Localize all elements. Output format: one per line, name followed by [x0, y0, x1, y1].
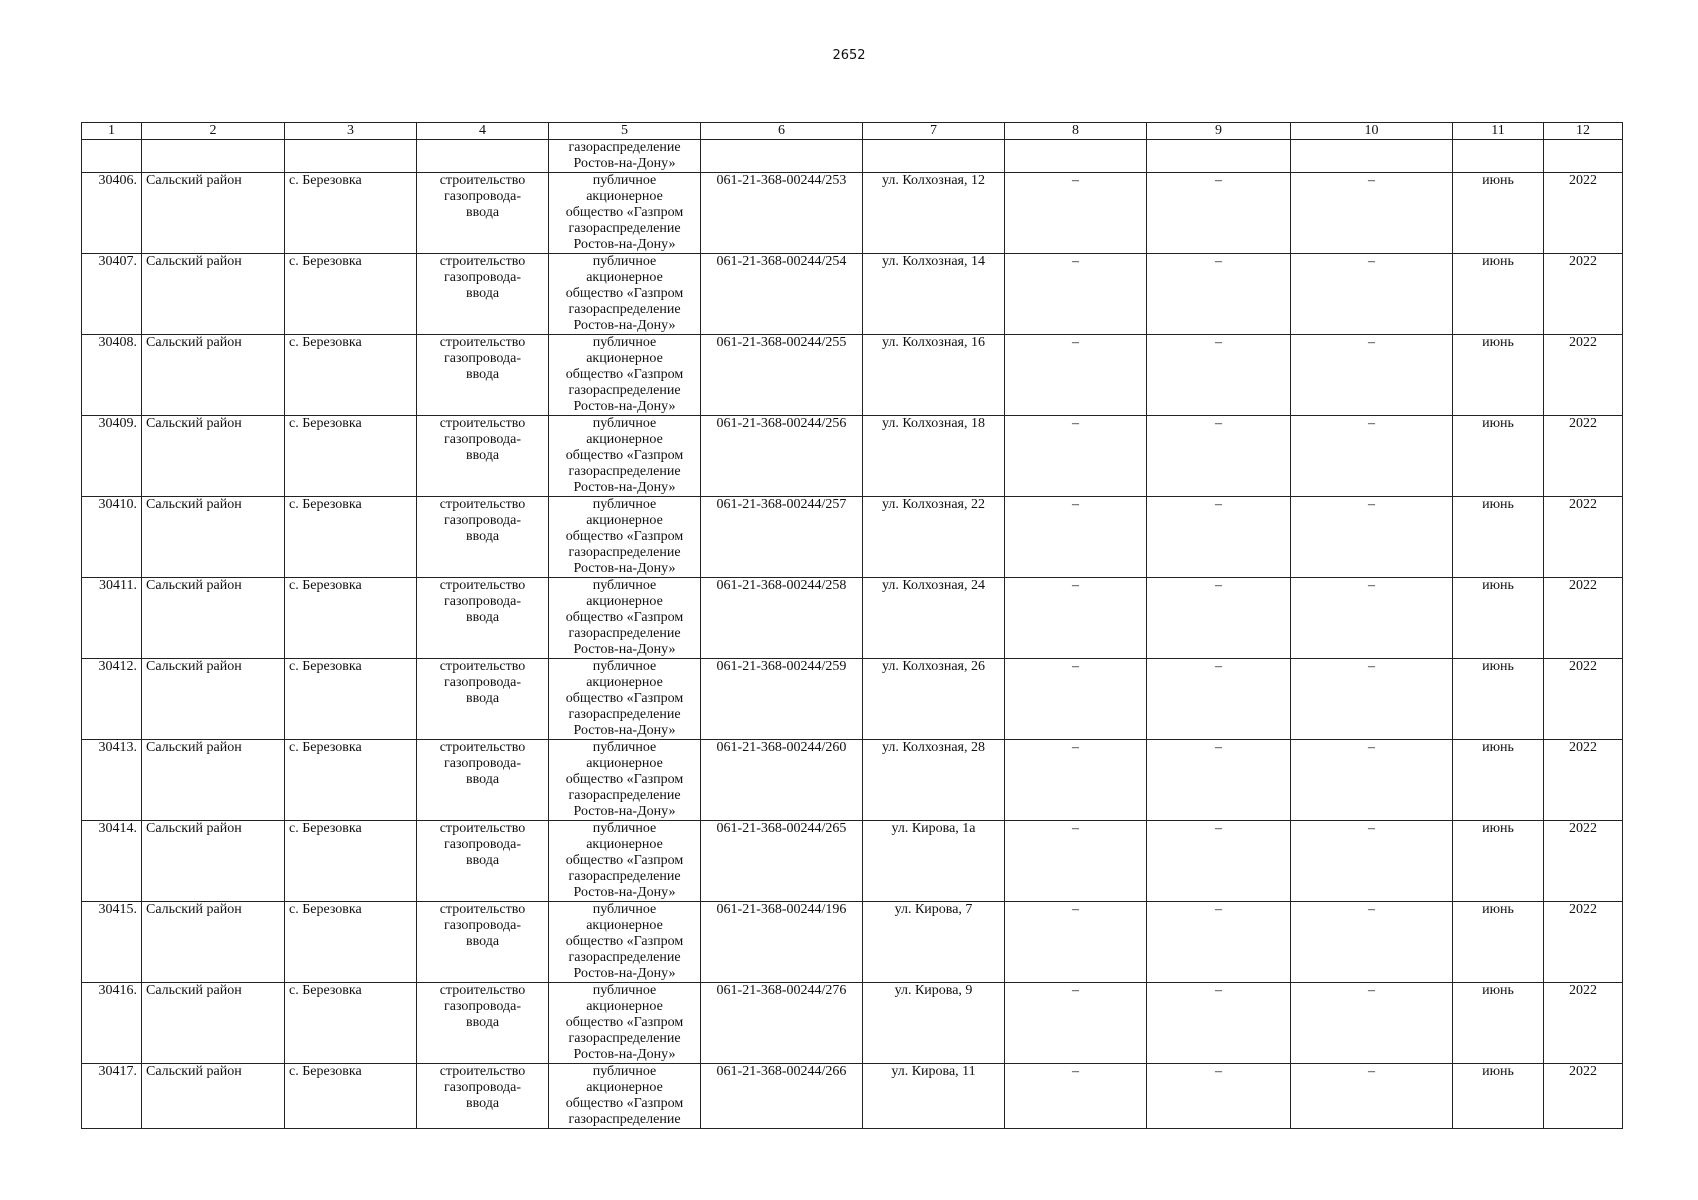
cell-code: 061-21-368-00244/260 [701, 740, 863, 821]
work-line: газопровода- [443, 513, 521, 528]
cell-locality: с. Березовка [285, 578, 417, 659]
cell-address: ул. Колхозная, 16 [863, 335, 1005, 416]
work-line: строительство [439, 173, 526, 188]
cell-locality: с. Березовка [285, 902, 417, 983]
cell-num: 30412. [82, 659, 142, 740]
cell-num: 30406. [82, 173, 142, 254]
cell-work [417, 140, 549, 173]
cell-address: ул. Колхозная, 14 [863, 254, 1005, 335]
cell-work [417, 1064, 549, 1129]
cell-num: 30414. [82, 821, 142, 902]
cell-col8: – [1005, 578, 1147, 659]
work-line: ввода [465, 286, 500, 301]
cell-month: июнь [1453, 821, 1544, 902]
cell-code [701, 140, 863, 173]
cell-code: 061-21-368-00244/257 [701, 497, 863, 578]
cell-organization [549, 1064, 701, 1129]
cell-num [82, 140, 142, 173]
cell-work [417, 983, 549, 1064]
table-row [82, 659, 1623, 740]
work-line: строительство [439, 578, 526, 593]
work-line: строительство [439, 254, 526, 269]
org-line: акционерное [586, 999, 663, 1014]
continuation-row [82, 140, 1623, 173]
cell-year: 2022 [1544, 173, 1623, 254]
cell-work [417, 902, 549, 983]
cell-col10: – [1291, 983, 1453, 1064]
work-line: ввода [465, 1096, 500, 1111]
cell-code: 061-21-368-00244/276 [701, 983, 863, 1064]
cell-locality: с. Березовка [285, 335, 417, 416]
cell-year [1544, 140, 1623, 173]
org-line: публичное [592, 983, 657, 998]
cell-col9: – [1147, 821, 1291, 902]
cell-organization [549, 173, 701, 254]
cell-num: 30413. [82, 740, 142, 821]
work-line: газопровода- [443, 675, 521, 690]
work-line: газопровода- [443, 270, 521, 285]
column-header-5: 5 [549, 123, 701, 140]
cell-col9: – [1147, 983, 1291, 1064]
cell-month: июнь [1453, 335, 1544, 416]
org-line: публичное [592, 902, 657, 917]
org-line: газораспределение [568, 1112, 681, 1127]
cell-locality: с. Березовка [285, 254, 417, 335]
table-row [82, 821, 1623, 902]
cell-locality: с. Березовка [285, 497, 417, 578]
cell-year: 2022 [1544, 497, 1623, 578]
column-header-4: 4 [417, 123, 549, 140]
cell-organization [549, 335, 701, 416]
work-line: строительство [439, 902, 526, 917]
org-line: газораспределение [568, 707, 681, 722]
org-line: общество «Газпром [565, 286, 684, 301]
org-line: общество «Газпром [565, 691, 684, 706]
org-line: Ростов-на-Дону» [573, 804, 676, 819]
org-line: публичное [592, 821, 657, 836]
cell-month: июнь [1453, 173, 1544, 254]
column-header-9: 9 [1147, 123, 1291, 140]
org-line: акционерное [586, 189, 663, 204]
work-line: ввода [465, 934, 500, 949]
cell-district: Сальский район [142, 740, 285, 821]
work-line: газопровода- [443, 837, 521, 852]
table-row [82, 1064, 1623, 1129]
org-line: общество «Газпром [565, 529, 684, 544]
work-line: строительство [439, 983, 526, 998]
cell-col10: – [1291, 902, 1453, 983]
org-line: Ростов-на-Дону» [573, 1047, 676, 1062]
cell-col10: – [1291, 497, 1453, 578]
cell-organization [549, 659, 701, 740]
cell-district: Сальский район [142, 497, 285, 578]
cell-year: 2022 [1544, 740, 1623, 821]
org-line: публичное [592, 740, 657, 755]
column-header-12: 12 [1544, 123, 1623, 140]
column-header-8: 8 [1005, 123, 1147, 140]
work-line: ввода [465, 1015, 500, 1030]
cell-month: июнь [1453, 416, 1544, 497]
org-line: публичное [592, 1064, 657, 1079]
table-row [82, 416, 1623, 497]
work-line: ввода [465, 610, 500, 625]
cell-col8: – [1005, 335, 1147, 416]
cell-address: ул. Колхозная, 24 [863, 578, 1005, 659]
cell-address: ул. Кирова, 11 [863, 1064, 1005, 1129]
org-line: Ростов-на-Дону» [573, 885, 676, 900]
cell-col8 [1005, 140, 1147, 173]
cell-col9: – [1147, 416, 1291, 497]
table-row [82, 578, 1623, 659]
table-body [82, 140, 1623, 1129]
cell-work [417, 740, 549, 821]
cell-col8: – [1005, 821, 1147, 902]
page-number: 2652 [832, 48, 866, 63]
work-line: газопровода- [443, 351, 521, 366]
org-line: публичное [592, 578, 657, 593]
cell-col10: – [1291, 1064, 1453, 1129]
cell-organization [549, 902, 701, 983]
work-line: газопровода- [443, 1080, 521, 1095]
column-number-row [82, 123, 1623, 140]
cell-district: Сальский район [142, 902, 285, 983]
cell-num: 30417. [82, 1064, 142, 1129]
cell-locality: с. Березовка [285, 659, 417, 740]
table-row [82, 902, 1623, 983]
cell-locality: с. Березовка [285, 1064, 417, 1129]
work-line: ввода [465, 691, 500, 706]
work-line: газопровода- [443, 999, 521, 1014]
cell-district: Сальский район [142, 335, 285, 416]
cell-month: июнь [1453, 740, 1544, 821]
cell-month: июнь [1453, 983, 1544, 1064]
cell-address: ул. Кирова, 1а [863, 821, 1005, 902]
org-line: Ростов-на-Дону» [573, 156, 676, 171]
work-line: строительство [439, 1064, 526, 1079]
cell-col8: – [1005, 173, 1147, 254]
work-line: газопровода- [443, 189, 521, 204]
cell-district: Сальский район [142, 254, 285, 335]
cell-col9: – [1147, 740, 1291, 821]
org-line: Ростов-на-Дону» [573, 723, 676, 738]
org-line: публичное [592, 416, 657, 431]
work-line: строительство [439, 497, 526, 512]
cell-num: 30410. [82, 497, 142, 578]
cell-organization [549, 983, 701, 1064]
cell-year: 2022 [1544, 902, 1623, 983]
cell-col8: – [1005, 902, 1147, 983]
cell-address [863, 140, 1005, 173]
org-line: газораспределение [568, 221, 681, 236]
org-line: акционерное [586, 432, 663, 447]
cell-col9: – [1147, 173, 1291, 254]
work-line: ввода [465, 367, 500, 382]
cell-col10: – [1291, 254, 1453, 335]
work-line: газопровода- [443, 594, 521, 609]
cell-col8: – [1005, 497, 1147, 578]
cell-col10: – [1291, 821, 1453, 902]
cell-organization [549, 254, 701, 335]
cell-address: ул. Кирова, 9 [863, 983, 1005, 1064]
cell-organization [549, 740, 701, 821]
org-line: акционерное [586, 756, 663, 771]
cell-num: 30415. [82, 902, 142, 983]
table-row [82, 497, 1623, 578]
column-header-7: 7 [863, 123, 1005, 140]
cell-work [417, 416, 549, 497]
work-line: строительство [439, 740, 526, 755]
cell-num: 30411. [82, 578, 142, 659]
org-line: акционерное [586, 675, 663, 690]
cell-year: 2022 [1544, 659, 1623, 740]
cell-col9 [1147, 140, 1291, 173]
org-line: газораспределение [568, 950, 681, 965]
org-line: общество «Газпром [565, 610, 684, 625]
work-line: строительство [439, 416, 526, 431]
org-line: общество «Газпром [565, 934, 684, 949]
cell-col8: – [1005, 1064, 1147, 1129]
work-line: ввода [465, 853, 500, 868]
org-line: Ростов-на-Дону» [573, 561, 676, 576]
cell-year: 2022 [1544, 416, 1623, 497]
cell-col8: – [1005, 983, 1147, 1064]
work-line: ввода [465, 529, 500, 544]
cell-organization [549, 140, 701, 173]
org-line: общество «Газпром [565, 1096, 684, 1111]
cell-address: ул. Колхозная, 22 [863, 497, 1005, 578]
cell-locality: с. Березовка [285, 416, 417, 497]
cell-col10 [1291, 140, 1453, 173]
cell-code: 061-21-368-00244/253 [701, 173, 863, 254]
org-line: акционерное [586, 594, 663, 609]
cell-work [417, 821, 549, 902]
cell-work [417, 254, 549, 335]
org-line: газораспределение [568, 545, 681, 560]
cell-col8: – [1005, 659, 1147, 740]
cell-year: 2022 [1544, 335, 1623, 416]
cell-organization [549, 497, 701, 578]
cell-district: Сальский район [142, 1064, 285, 1129]
cell-col9: – [1147, 497, 1291, 578]
cell-locality [285, 140, 417, 173]
cell-year: 2022 [1544, 578, 1623, 659]
cell-num: 30408. [82, 335, 142, 416]
cell-district: Сальский район [142, 821, 285, 902]
cell-organization [549, 578, 701, 659]
cell-year: 2022 [1544, 821, 1623, 902]
org-line: общество «Газпром [565, 448, 684, 463]
org-line: Ростов-на-Дону» [573, 480, 676, 495]
work-line: строительство [439, 335, 526, 350]
cell-year: 2022 [1544, 254, 1623, 335]
cell-month: июнь [1453, 1064, 1544, 1129]
work-line: ввода [465, 448, 500, 463]
org-line: газораспределение [568, 140, 681, 155]
cell-locality: с. Березовка [285, 740, 417, 821]
org-line: акционерное [586, 270, 663, 285]
org-line: акционерное [586, 837, 663, 852]
cell-col9: – [1147, 659, 1291, 740]
cell-code: 061-21-368-00244/266 [701, 1064, 863, 1129]
cell-month: июнь [1453, 902, 1544, 983]
org-line: Ростов-на-Дону» [573, 966, 676, 981]
cell-month: июнь [1453, 578, 1544, 659]
cell-year: 2022 [1544, 1064, 1623, 1129]
cell-col10: – [1291, 173, 1453, 254]
cell-address: ул. Колхозная, 26 [863, 659, 1005, 740]
org-line: Ростов-на-Дону» [573, 399, 676, 414]
cell-col9: – [1147, 254, 1291, 335]
table-row [82, 983, 1623, 1064]
cell-col8: – [1005, 416, 1147, 497]
cell-num: 30416. [82, 983, 142, 1064]
cell-code: 061-21-368-00244/256 [701, 416, 863, 497]
work-line: строительство [439, 659, 526, 674]
cell-col10: – [1291, 578, 1453, 659]
org-line: газораспределение [568, 464, 681, 479]
org-line: публичное [592, 173, 657, 188]
org-line: газораспределение [568, 1031, 681, 1046]
org-line: газораспределение [568, 788, 681, 803]
work-line: ввода [465, 205, 500, 220]
cell-address: ул. Колхозная, 28 [863, 740, 1005, 821]
cell-code: 061-21-368-00244/255 [701, 335, 863, 416]
org-line: публичное [592, 335, 657, 350]
table-row [82, 173, 1623, 254]
cell-locality: с. Березовка [285, 983, 417, 1064]
cell-col9: – [1147, 335, 1291, 416]
org-line: общество «Газпром [565, 367, 684, 382]
cell-code: 061-21-368-00244/259 [701, 659, 863, 740]
cell-col10: – [1291, 740, 1453, 821]
cell-work [417, 659, 549, 740]
column-header-6: 6 [701, 123, 863, 140]
column-header-10: 10 [1291, 123, 1453, 140]
cell-address: ул. Кирова, 7 [863, 902, 1005, 983]
cell-col8: – [1005, 740, 1147, 821]
org-line: акционерное [586, 513, 663, 528]
cell-col9: – [1147, 902, 1291, 983]
cell-month: июнь [1453, 254, 1544, 335]
cell-district [142, 140, 285, 173]
org-line: газораспределение [568, 869, 681, 884]
cell-district: Сальский район [142, 173, 285, 254]
cell-month: июнь [1453, 497, 1544, 578]
cell-month: июнь [1453, 659, 1544, 740]
org-line: публичное [592, 254, 657, 269]
org-line: Ростов-на-Дону» [573, 318, 676, 333]
org-line: общество «Газпром [565, 1015, 684, 1030]
cell-work [417, 173, 549, 254]
table-row [82, 254, 1623, 335]
cell-month [1453, 140, 1544, 173]
work-line: газопровода- [443, 918, 521, 933]
cell-code: 061-21-368-00244/196 [701, 902, 863, 983]
cell-work [417, 497, 549, 578]
cell-col9: – [1147, 578, 1291, 659]
table-row [82, 740, 1623, 821]
column-header-3: 3 [285, 123, 417, 140]
cell-locality: с. Березовка [285, 173, 417, 254]
org-line: публичное [592, 659, 657, 674]
org-line: газораспределение [568, 626, 681, 641]
cell-district: Сальский район [142, 659, 285, 740]
org-line: газораспределение [568, 383, 681, 398]
cell-address: ул. Колхозная, 12 [863, 173, 1005, 254]
org-line: Ростов-на-Дону» [573, 642, 676, 657]
work-line: газопровода- [443, 432, 521, 447]
table-row [82, 335, 1623, 416]
cell-col10: – [1291, 659, 1453, 740]
cell-year: 2022 [1544, 983, 1623, 1064]
org-line: акционерное [586, 351, 663, 366]
org-line: акционерное [586, 918, 663, 933]
column-header-1: 1 [82, 123, 142, 140]
cell-organization [549, 821, 701, 902]
column-header-11: 11 [1453, 123, 1544, 140]
cell-district: Сальский район [142, 578, 285, 659]
org-line: публичное [592, 497, 657, 512]
cell-work [417, 335, 549, 416]
cell-work [417, 578, 549, 659]
cell-locality: с. Березовка [285, 821, 417, 902]
cell-district: Сальский район [142, 983, 285, 1064]
data-table [81, 122, 1623, 1129]
cell-num: 30407. [82, 254, 142, 335]
cell-code: 061-21-368-00244/254 [701, 254, 863, 335]
cell-col8: – [1005, 254, 1147, 335]
work-line: ввода [465, 772, 500, 787]
cell-code: 061-21-368-00244/265 [701, 821, 863, 902]
org-line: акционерное [586, 1080, 663, 1095]
org-line: газораспределение [568, 302, 681, 317]
org-line: общество «Газпром [565, 772, 684, 787]
cell-col9: – [1147, 1064, 1291, 1129]
work-line: строительство [439, 821, 526, 836]
org-line: общество «Газпром [565, 853, 684, 868]
column-header-2: 2 [142, 123, 285, 140]
cell-organization [549, 416, 701, 497]
cell-district: Сальский район [142, 416, 285, 497]
org-line: Ростов-на-Дону» [573, 237, 676, 252]
cell-num: 30409. [82, 416, 142, 497]
cell-address: ул. Колхозная, 18 [863, 416, 1005, 497]
cell-col10: – [1291, 416, 1453, 497]
cell-code: 061-21-368-00244/258 [701, 578, 863, 659]
org-line: общество «Газпром [565, 205, 684, 220]
work-line: газопровода- [443, 756, 521, 771]
cell-col10: – [1291, 335, 1453, 416]
